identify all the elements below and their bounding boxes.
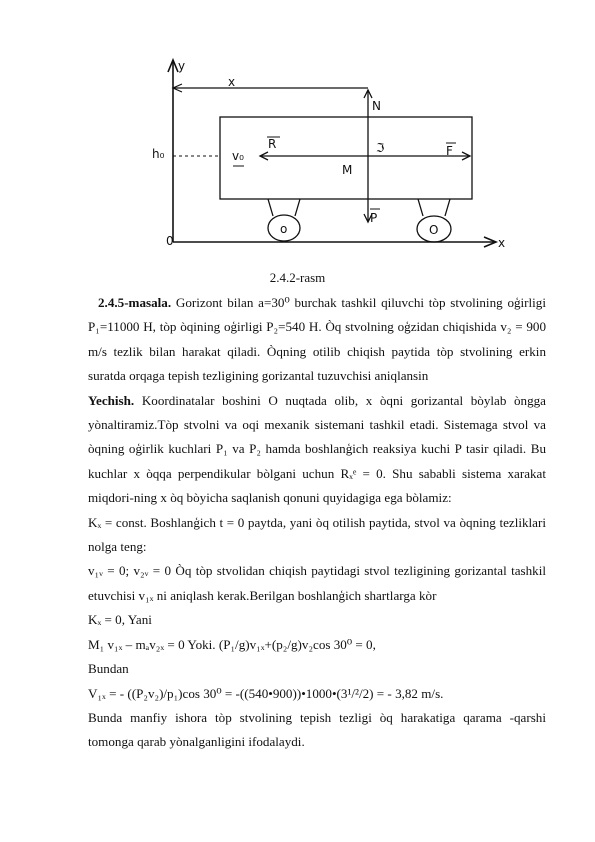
problem-body: Gorizont bilan a=30⁰ burchak tashkil qiluvchi tòp stvolining oģirligi P₁=11000 H, tòp òqining oģirligi P₂=540 H. Òq stvolning oģzidan chiqishida v₂ = 900 m/s tezlik bilan harakat qiladi. Òqning otilib chiqish paytida tòp stvolining erkin suratda orqaga tepish tezligining gorizantal tuzuvchisi aniqlansin [88,295,546,384]
P-label: P [370,211,378,225]
figure-caption: 2.4.2-rasm [269,270,326,285]
right-wheel-support-b [445,199,450,216]
right-wheel-label: O [429,223,439,237]
body-rectangle [220,117,472,199]
R-label: R [268,137,277,151]
problem-paragraph [88,291,546,389]
solution-paragraph-3: v₁ᵥ = 0; v₂ᵥ = 0 Òq tòp stvolidan chiqish paytidagi stvol tezligining gorizantal tashkil etuvchisi v₁ₓ ni aniqlash kerak.Berilgan boshlanģich shartlarga kòr [88,563,546,603]
solution-title: Yechish. [88,392,135,408]
x-distance-label: x [228,75,236,89]
left-wheel-label: o [280,222,288,236]
N-label: N [372,99,381,113]
figure-2-4-2 [140,50,510,265]
h0-label: h₀ [152,147,165,161]
M-label: M [342,163,353,177]
mechanics-diagram [140,50,510,265]
left-wheel-support-b [295,199,300,216]
v0-label: v₀ [232,149,244,163]
x-axis-label: x [498,236,506,250]
left-wheel-support-a [268,199,273,216]
solution-paragraph-2: Kₓ = const. Boshlanģich t = 0 paytda, yani òq otilish paytida, stvol va òqning tezliklari nolga teng: [88,514,546,555]
solution-paragraph-4: Kₓ = 0, Yani [88,612,152,628]
origin-label: 0 [166,234,174,248]
solution-paragraph-1 [88,389,546,511]
y-axis-label: y [178,59,186,73]
solution-result: V₁ₓ = - ((P₂v₂)/p₁)cos 30⁰ = -((540•900))•1000•(3¹/²/2) = - 3,82 m/s. [88,685,444,701]
problem-title: 2.4.5-masala. [98,295,172,310]
solution-text-1: Koordinatalar boshini O nuqtada olib, x òqni gorizantal bòylab òngga yònaltiramiz.Tòp stvolni va oqi mexanik sistemani tashkil etadi. Sistemaga stvol va òqning oģirlik kuchlari P₁ va P₂ hamda boshlanģich reaksiya kuchi P tasir qiladi. Bu kuchlar x òqqa perpendikular bòlgani uchun Rₓᵉ = 0. Shu sababli sistema xarakat miqdori-ning x òq bòyicha saqlanish qonuni quyidagiga ega bòlamiz: [88,392,546,506]
solution-conclusion: Bunda manfiy ishora tòp stvolining tepish tezligi òq harakatiga qarama -qarshi tomonga qarab yònalganligini ifodalaydi. [88,709,546,750]
text-body [88,291,546,755]
F-label: F [446,144,453,158]
solution-paragraph-6: Bundan [88,661,129,677]
right-wheel-support-a [418,199,423,216]
tau-label: ℑ [376,141,385,155]
solution-equation-1: M₁ v₁ₓ – mₐv₂ₓ = 0 Yoki. (P₁/g)v₁ₓ+(p₂/g)v₂cos 30⁰ = 0, [88,636,376,652]
